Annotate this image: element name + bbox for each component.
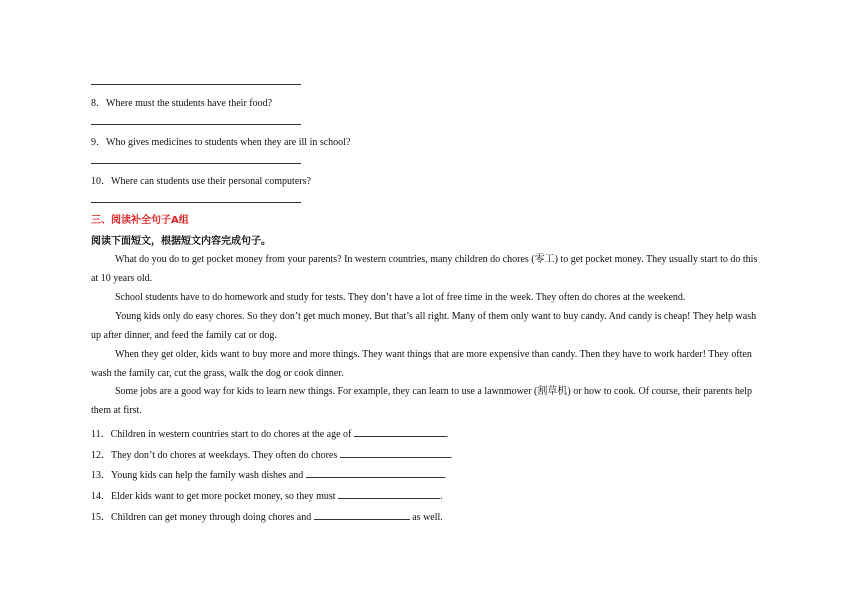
question-tail: .	[443, 470, 447, 481]
answer-line[interactable]	[91, 202, 301, 203]
answer-blank[interactable]	[314, 510, 410, 520]
question-text: 11．Children in western countries start to do chores at the age of	[91, 429, 352, 440]
passage-paragraph: School students have to do homework and study for tests. They don’t have a lot of free time in the week. They often do chores at the weekend.	[115, 292, 686, 303]
question-12	[91, 446, 452, 461]
section-instruction: 阅读下面短文，根据短文内容完成句子。	[91, 236, 271, 247]
question-text: 14．Elder kids want to get more pocket money, so they must	[91, 491, 336, 502]
question-10: 10．Where can students use their personal computers?	[91, 176, 311, 187]
question-tail: .	[449, 450, 453, 461]
question-9: 9．Who gives medicines to students when they are ill in school?	[91, 137, 351, 148]
answer-blank[interactable]	[354, 427, 446, 437]
section-heading: 三、阅读补全句子A组	[91, 215, 189, 226]
question-15	[91, 508, 443, 523]
question-text: 12．They don’t do chores at weekdays. They often do chores	[91, 450, 338, 461]
question-14	[91, 487, 443, 502]
passage-paragraph: What do you do to get pocket money from your parents? In western countries, many children do chores (零工) to get pocket money. They usually start to do this at 10 years old.	[91, 254, 758, 284]
answer-line[interactable]	[91, 84, 301, 85]
answer-blank[interactable]	[340, 448, 450, 458]
question-8: 8．Where must the students have their food?	[91, 98, 273, 109]
question-text: 15．Children can get money through doing chores and	[91, 512, 312, 523]
question-13	[91, 466, 446, 481]
passage-paragraph: Some jobs are a good way for kids to learn new things. For example, they can learn to use a lawnmower (割草机) or how to cook. Of course, their parents help them at first.	[91, 386, 753, 416]
question-11	[91, 425, 448, 440]
passage-paragraph: Young kids only do easy chores. So they don’t get much money. But that’s all right. Many of them only want to buy candy. And candy is cheap! They help wash up after dinner, and feed the family cat or dog.	[91, 311, 757, 341]
passage-paragraph: When they get older, kids want to buy more and more things. They want things that are more expensive than candy. Then they have to work harder! They often wash the family car, cut the grass, walk the dog or cook dinner.	[91, 349, 752, 379]
question-tail: .	[445, 429, 449, 440]
answer-line[interactable]	[91, 124, 301, 125]
question-tail: as well.	[412, 512, 443, 523]
question-text: 13．Young kids can help the family wash dishes and	[91, 470, 304, 481]
answer-blank[interactable]	[338, 489, 440, 499]
answer-line[interactable]	[91, 163, 301, 164]
answer-blank[interactable]	[306, 468, 444, 478]
question-tail: .	[440, 491, 443, 502]
